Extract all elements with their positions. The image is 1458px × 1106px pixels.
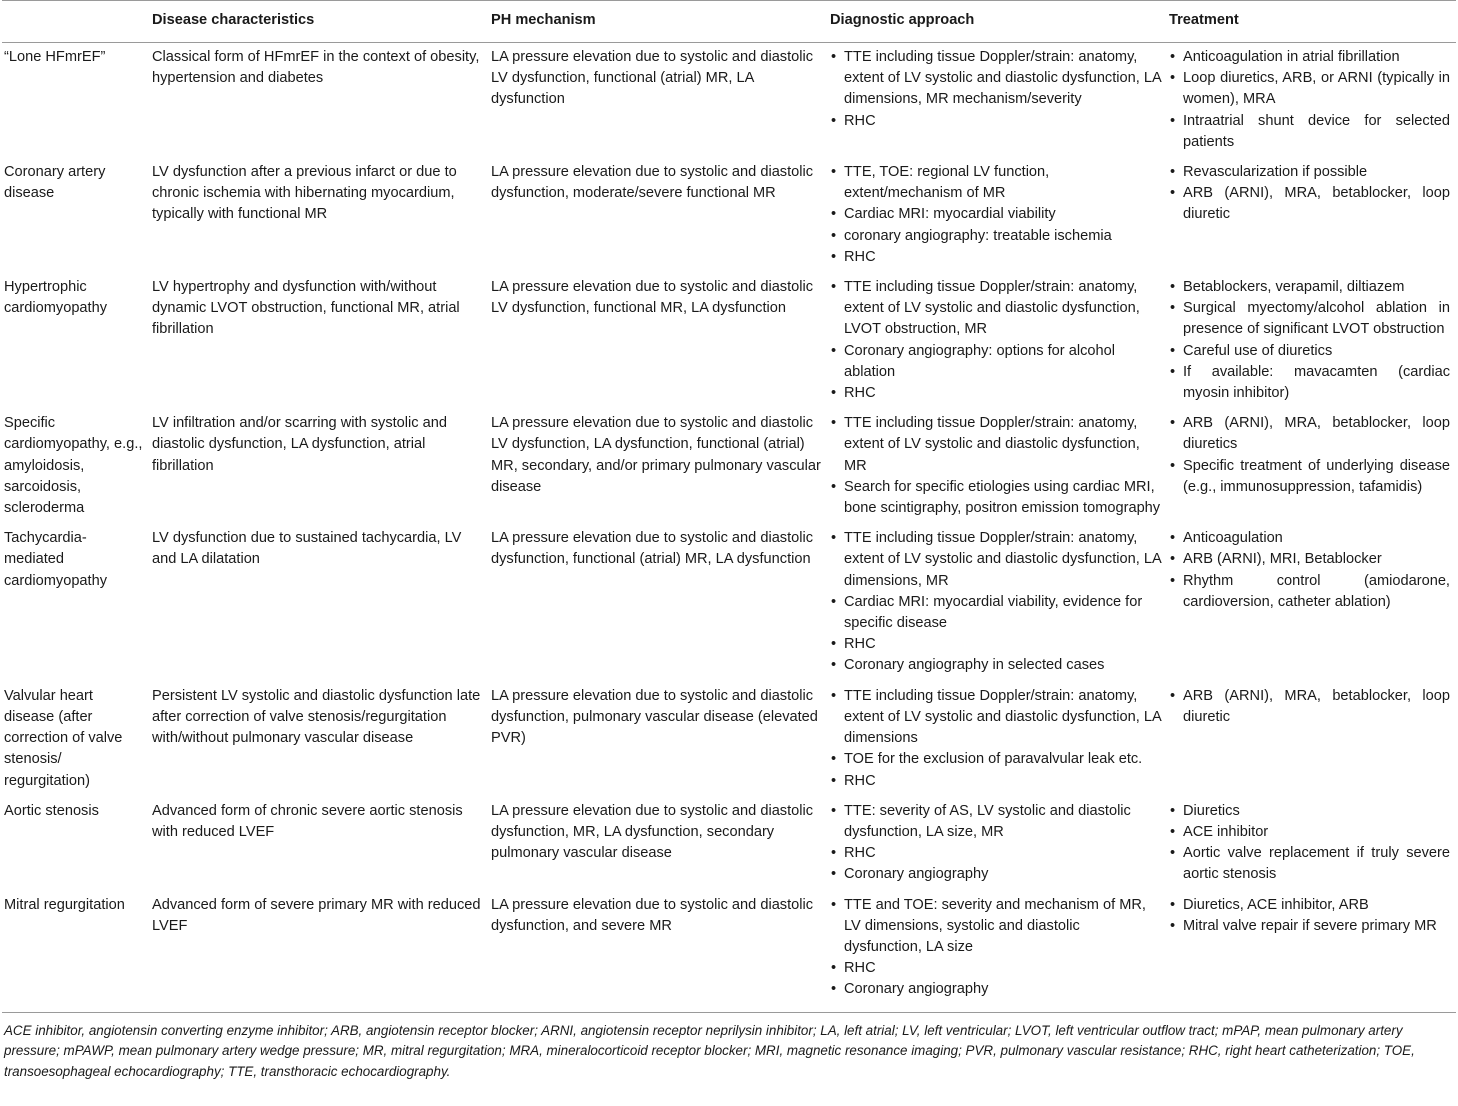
treatment-list-item: • ARB (ARNI), MRA, betablocker, loop diuretic: [1169, 686, 1450, 728]
clinical-table: [2, 0, 1456, 1006]
treatment-list: [1169, 162, 1450, 226]
treatment-list-item: • Surgical myectomy/alcohol ablation in presence of significant LVOT obstruction: [1169, 298, 1450, 340]
diagnostic-cell: [828, 158, 1167, 273]
treatment-list-item: • Mitral valve repair if severe primary MR: [1169, 916, 1450, 937]
diagnostic-cell: [828, 682, 1167, 797]
treatment-cell: [1167, 273, 1456, 409]
treatment-list: [1169, 528, 1450, 613]
diagnostic-list-item: • TTE including tissue Doppler/strain: anatomy, extent of LV systolic and diastolic dysfunction, LA dimensions, MR mechanism/severity: [830, 47, 1161, 111]
characteristics-cell: LV infiltration and/or scarring with systolic and diastolic dysfunction, LA dysfunction, atrial fibrillation: [152, 415, 447, 474]
diagnostic-list: [830, 47, 1161, 132]
header-diagnostic: Diagnostic approach: [828, 1, 1167, 43]
table-row: [2, 891, 1456, 1006]
header-condition: [2, 1, 150, 43]
diagnostic-list-item: • RHC: [830, 111, 1161, 132]
diagnostic-list-item: • TTE: severity of AS, LV systolic and diastolic dysfunction, LA size, MR: [830, 801, 1161, 843]
treatment-cell: [1167, 43, 1456, 159]
table-row: [2, 158, 1456, 273]
diagnostic-list-item: • TTE, TOE: regional LV function, extent/mechanism of MR: [830, 162, 1161, 204]
treatment-list-item: • Aortic valve replacement if truly severe aortic stenosis: [1169, 843, 1450, 885]
treatment-list-item: • Specific treatment of underlying disease (e.g., immunosuppression, tafamidis): [1169, 456, 1450, 498]
diagnostic-list: [830, 895, 1161, 1001]
condition-cell: “Lone HFmrEF”: [4, 49, 106, 65]
mechanism-cell: LA pressure elevation due to systolic and diastolic dysfunction, and severe MR: [491, 896, 814, 934]
diagnostic-cell: [828, 43, 1167, 159]
treatment-list-item: • If available: mavacamten (cardiac myosin inhibitor): [1169, 362, 1450, 404]
diagnostic-cell: [828, 273, 1167, 409]
diagnostic-list: [830, 413, 1161, 519]
diagnostic-list-item: • Search for specific etiologies using cardiac MRI, bone scintigraphy, positron emission tomography: [830, 477, 1161, 519]
treatment-list-item: • ACE inhibitor: [1169, 822, 1450, 843]
condition-cell: Aortic stenosis: [4, 802, 99, 819]
condition-cell: Valvular heart disease (after correction of valve stenosis/ regurgitation): [4, 687, 123, 789]
treatment-list-item: • Diuretics, ACE inhibitor, ARB: [1169, 895, 1450, 916]
diagnostic-list: [830, 162, 1161, 268]
treatment-list-item: • ARB (ARNI), MRA, betablocker, loop diuretics: [1169, 413, 1450, 455]
condition-cell: Coronary artery disease: [4, 164, 106, 202]
treatment-list-item: • Careful use of diuretics: [1169, 341, 1450, 362]
mechanism-cell: LA pressure elevation due to systolic and diastolic LV dysfunction, functional (atrial) MR, LA dysfunction: [491, 49, 814, 108]
table-footnote: ACE inhibitor, angiotensin converting enzyme inhibitor; ARB, angiotensin receptor blocker; ARNI, angiotensin receptor neprilysin inhibitor; LA, left atrial; LV, left ventricular; LVOT, left ventricular outflow tract; mPAP, mean pulmonary artery pressure; mPAWP, mean pulmonary artery wedge pressure; MR, mitral regurgitation; MRA, mineralocorticoid receptor blocker; MRI, magnetic resonance imaging; PVR, pulmonary vascular resistance; RHC, right heart catheterization; TOE, transoesophageal echocardiography; TTE, transthoracic echocardiography.: [2, 1012, 1456, 1083]
characteristics-cell: Advanced form of severe primary MR with reduced LVEF: [152, 896, 481, 934]
table-row: [2, 43, 1456, 159]
treatment-list-item: • Anticoagulation in atrial fibrillation: [1169, 47, 1450, 68]
treatment-list-item: • Revascularization if possible: [1169, 162, 1450, 183]
diagnostic-list-item: • RHC: [830, 843, 1161, 864]
characteristics-cell: LV hypertrophy and dysfunction with/without dynamic LVOT obstruction, functional MR, atrial fibrillation: [152, 279, 460, 338]
treatment-list-item: • Loop diuretics, ARB, or ARNI (typically in women), MRA: [1169, 68, 1450, 110]
diagnostic-list: [830, 801, 1161, 886]
header-mechanism: PH mechanism: [489, 1, 828, 43]
table-body: [2, 43, 1456, 1006]
table-row: [2, 524, 1456, 681]
treatment-cell: [1167, 409, 1456, 524]
diagnostic-list-item: • Coronary angiography: [830, 864, 1161, 885]
condition-cell: Mitral regurgitation: [4, 896, 125, 913]
treatment-cell: [1167, 682, 1456, 797]
diagnostic-list-item: • RHC: [830, 247, 1161, 268]
diagnostic-list-item: • RHC: [830, 958, 1161, 979]
diagnostic-list: [830, 277, 1161, 404]
mechanism-cell: LA pressure elevation due to systolic and diastolic dysfunction, functional (atrial) MR, LA dysfunction: [491, 530, 814, 568]
diagnostic-cell: [828, 409, 1167, 524]
treatment-list-item: • Diuretics: [1169, 801, 1450, 822]
diagnostic-list-item: • TTE and TOE: severity and mechanism of MR, LV dimensions, systolic and diastolic dysfunction, LA size: [830, 895, 1161, 959]
header-treatment: Treatment: [1167, 1, 1456, 43]
characteristics-cell: Persistent LV systolic and diastolic dysfunction late after correction of valve stenosis/regurgitation with/without pulmonary vascular disease: [152, 687, 481, 747]
diagnostic-list-item: • TTE including tissue Doppler/strain: anatomy, extent of LV systolic and diastolic dysfunction, LA dimensions, MR: [830, 528, 1161, 592]
diagnostic-cell: [828, 524, 1167, 681]
characteristics-cell: LV dysfunction due to sustained tachycardia, LV and LA dilatation: [152, 530, 462, 568]
table-row: [2, 682, 1456, 797]
mechanism-cell: LA pressure elevation due to systolic and diastolic LV dysfunction, functional MR, LA dysfunction: [491, 279, 814, 317]
condition-cell: Tachycardia-mediated cardiomyopathy: [4, 530, 108, 589]
characteristics-cell: LV dysfunction after a previous infarct or due to chronic ischemia with hibernating myocardium, typically with functional MR: [152, 164, 457, 223]
diagnostic-list-item: • Coronary angiography: [830, 979, 1161, 1000]
diagnostic-list-item: • RHC: [830, 634, 1161, 655]
table-row: [2, 273, 1456, 409]
condition-cell: Specific cardiomyopathy, e.g., amyloidosis, sarcoidosis, scleroderma: [4, 415, 143, 517]
treatment-list: [1169, 277, 1450, 404]
diagnostic-list-item: • Coronary angiography: options for alcohol ablation: [830, 341, 1161, 383]
diagnostic-list: [830, 686, 1161, 792]
mechanism-cell: LA pressure elevation due to systolic and diastolic LV dysfunction, LA dysfunction, functional (atrial) MR, secondary, and/or primary pulmonary vascular disease: [491, 415, 821, 495]
diagnostic-list-item: • RHC: [830, 383, 1161, 404]
table-row: [2, 409, 1456, 524]
diagnostic-list-item: • TOE for the exclusion of paravalvular leak etc.: [830, 749, 1161, 770]
treatment-list-item: • Rhythm control (amiodarone, cardioversion, catheter ablation): [1169, 571, 1450, 613]
treatment-list: [1169, 413, 1450, 498]
treatment-list-item: • ARB (ARNI), MRA, betablocker, loop diuretic: [1169, 183, 1450, 225]
diagnostic-list-item: • TTE including tissue Doppler/strain: anatomy, extent of LV systolic and diastolic dysfunction, LA dimensions: [830, 686, 1161, 750]
treatment-list: [1169, 47, 1450, 153]
treatment-list: [1169, 895, 1450, 937]
treatment-list-item: • Betablockers, verapamil, diltiazem: [1169, 277, 1450, 298]
table-row: [2, 797, 1456, 891]
mechanism-cell: LA pressure elevation due to systolic and diastolic dysfunction, pulmonary vascular disease (elevated PVR): [491, 687, 818, 747]
diagnostic-list-item: • TTE including tissue Doppler/strain: anatomy, extent of LV systolic and diastolic dysfunction, MR: [830, 413, 1161, 477]
treatment-list: [1169, 801, 1450, 886]
diagnostic-list-item: • Cardiac MRI: myocardial viability, evidence for specific disease: [830, 592, 1161, 634]
treatment-cell: [1167, 158, 1456, 273]
header-characteristics: Disease characteristics: [150, 1, 489, 43]
diagnostic-list-item: • Cardiac MRI: myocardial viability: [830, 204, 1161, 225]
characteristics-cell: Advanced form of chronic severe aortic stenosis with reduced LVEF: [152, 802, 463, 840]
diagnostic-list-item: • TTE including tissue Doppler/strain: anatomy, extent of LV systolic and diastolic dysfunction, LVOT obstruction, MR: [830, 277, 1161, 341]
diagnostic-list-item: • Coronary angiography in selected cases: [830, 655, 1161, 676]
treatment-cell: [1167, 797, 1456, 891]
treatment-list-item: • Intraatrial shunt device for selected patients: [1169, 111, 1450, 153]
diagnostic-cell: [828, 797, 1167, 891]
diagnostic-cell: [828, 891, 1167, 1006]
diagnostic-list-item: • coronary angiography: treatable ischemia: [830, 226, 1161, 247]
mechanism-cell: LA pressure elevation due to systolic and diastolic dysfunction, MR, LA dysfunction, secondary pulmonary vascular disease: [491, 802, 814, 862]
treatment-list-item: • Anticoagulation: [1169, 528, 1450, 549]
treatment-cell: [1167, 524, 1456, 681]
treatment-list-item: • ARB (ARNI), MRI, Betablocker: [1169, 549, 1450, 570]
characteristics-cell: Classical form of HFmrEF in the context of obesity, hypertension and diabetes: [152, 49, 480, 87]
table-header-row: [2, 1, 1456, 43]
diagnostic-list: [830, 528, 1161, 676]
treatment-list: [1169, 686, 1450, 728]
treatment-cell: [1167, 891, 1456, 1006]
diagnostic-list-item: • RHC: [830, 771, 1161, 792]
mechanism-cell: LA pressure elevation due to systolic and diastolic dysfunction, moderate/severe functional MR: [491, 164, 814, 202]
condition-cell: Hypertrophic cardiomyopathy: [4, 279, 108, 317]
